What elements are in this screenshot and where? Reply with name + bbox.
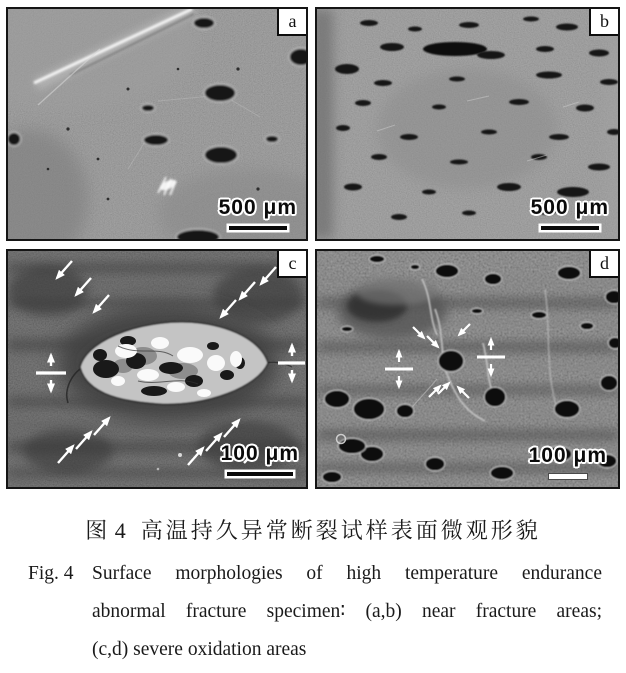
panel-letter-label-c: c [277, 249, 308, 278]
scale-bar-line-d [548, 473, 588, 480]
scale-text-b: 500 μm [530, 196, 609, 219]
scale-text-c: 100 μm [220, 442, 299, 465]
caption-english-text [92, 555, 602, 669]
scale-bar-b [531, 196, 609, 234]
sem-panel-b [315, 7, 620, 241]
scale-text-d: 100 μm [528, 444, 607, 467]
caption-chinese [0, 514, 626, 545]
scale-text-a: 500 μm [218, 196, 297, 219]
scale-bar-a [219, 196, 297, 234]
scale-bar-line-b [541, 226, 599, 230]
sem-panel-d [315, 249, 620, 489]
caption-english-line2: abnormal fracture specimen∶ (a,b) near fracture areas; [92, 601, 602, 622]
caption-english-fig-label: Fig. 4 [28, 563, 74, 584]
scale-bar-d [529, 444, 607, 482]
panel-letter-label-b: b [589, 7, 620, 36]
caption-english-line1: Surface morphologies of high temperature endurance [92, 563, 602, 584]
caption-english [0, 555, 626, 669]
panel-letter-label-d: d [589, 249, 620, 278]
caption-chinese-title: 高温持久异常断裂试样表面微观形貌 [140, 518, 541, 543]
caption-chinese-fig-label: 图 4 [85, 518, 127, 543]
panel-letter-label-a: a [277, 7, 308, 36]
scale-bar-line-a [229, 226, 287, 230]
figure-caption [0, 500, 626, 669]
sem-panel-a [6, 7, 308, 241]
caption-english-line3: (c,d) severe oxidation areas [92, 639, 307, 660]
scale-bar-c [221, 442, 299, 480]
sem-panel-c [6, 249, 308, 489]
scale-bar-line-c [227, 472, 293, 476]
